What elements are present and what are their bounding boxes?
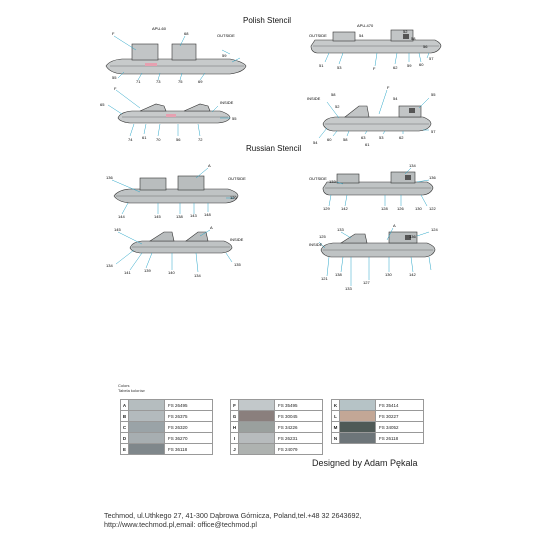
pylon-body bbox=[106, 59, 246, 74]
footer-web-email: http://www.techmod.pl,email: office@techmod.pl bbox=[104, 519, 257, 529]
color-swatch bbox=[239, 411, 275, 422]
polish-apu470-outside-drawing bbox=[305, 22, 445, 84]
fs-code: FS 30227 bbox=[376, 411, 424, 422]
russian-outside-drawing-2 bbox=[305, 160, 445, 224]
russian-stencil-title: Russian Stencil bbox=[246, 144, 302, 153]
callout-label: 54 bbox=[393, 96, 398, 101]
callout-label: 73 bbox=[156, 79, 161, 84]
callout-label: 62 bbox=[399, 135, 404, 140]
apu60-label: APU-60 bbox=[152, 26, 167, 31]
callout-label: 139 bbox=[144, 268, 151, 273]
inside-label: INSIDE bbox=[309, 242, 323, 247]
callout-label: 124 bbox=[431, 227, 438, 232]
fs-code: FS 24079 bbox=[275, 444, 323, 455]
color-swatch bbox=[340, 422, 376, 433]
callout-label: 145 bbox=[114, 227, 121, 232]
color-row bbox=[121, 411, 213, 422]
color-swatch bbox=[129, 422, 165, 433]
fs-code: FS 35495 bbox=[275, 400, 323, 411]
callout-label: 134 bbox=[106, 263, 113, 268]
callout-label: 145 bbox=[154, 214, 161, 219]
outside-label: OUTSIDE bbox=[309, 176, 327, 181]
callout-label: 60 bbox=[327, 137, 332, 142]
callout-label: 133 bbox=[345, 286, 352, 291]
color-row bbox=[332, 433, 424, 444]
color-swatch bbox=[340, 400, 376, 411]
color-letter: A bbox=[121, 400, 129, 411]
callout-label: 55 bbox=[431, 92, 436, 97]
fs-code: FS 26495 bbox=[165, 400, 213, 411]
polish-apu60-outside-drawing bbox=[100, 22, 250, 84]
callout-label: 127 bbox=[363, 280, 370, 285]
footer-address: Techmod, ul.Uthkego 27, 41-300 Dąbrowa Górnicza, Poland,tel.+48 32 2643692, bbox=[104, 511, 362, 520]
footer-contact bbox=[104, 512, 362, 529]
outside-label: OUTSIDE bbox=[309, 33, 327, 38]
callout-label: 125 bbox=[319, 234, 326, 239]
callout-label: 54 bbox=[359, 33, 364, 38]
callout-label: 71 bbox=[136, 79, 141, 84]
callout-label: 134 bbox=[194, 273, 201, 278]
fs-code: FS 36270 bbox=[165, 433, 213, 444]
color-letter: E bbox=[121, 444, 129, 455]
fs-code: FS 30045 bbox=[275, 411, 323, 422]
callout-label: 63 bbox=[361, 135, 366, 140]
callout-label: 61 bbox=[142, 135, 147, 140]
color-row bbox=[332, 422, 424, 433]
color-letter: H bbox=[231, 422, 239, 433]
pylon-fin-rear bbox=[172, 44, 196, 60]
callout-label: 60 bbox=[419, 62, 424, 67]
callout-label: 55 bbox=[112, 75, 117, 80]
callout-label: 53 bbox=[337, 65, 342, 70]
callout-label: 69 bbox=[198, 79, 203, 84]
color-letter: C bbox=[121, 422, 129, 433]
color-row bbox=[121, 422, 213, 433]
callout-label: 138 bbox=[176, 214, 183, 219]
callout-label: 142 bbox=[341, 206, 348, 211]
color-swatch bbox=[340, 433, 376, 444]
callout-label: F bbox=[387, 85, 390, 90]
color-row bbox=[231, 400, 323, 411]
russian-inside-drawing-1 bbox=[100, 222, 250, 286]
color-swatch bbox=[129, 411, 165, 422]
color-row bbox=[231, 444, 323, 455]
callout-label: F bbox=[112, 31, 115, 36]
fs-code: FS 26375 bbox=[165, 411, 213, 422]
color-letter: M bbox=[332, 422, 340, 433]
fs-code: FS 34226 bbox=[275, 422, 323, 433]
color-table-col3 bbox=[331, 399, 424, 444]
callout-label: 122 bbox=[429, 206, 436, 211]
color-letter: L bbox=[332, 411, 340, 422]
color-row bbox=[231, 411, 323, 422]
color-letter: I bbox=[231, 433, 239, 444]
fs-code: FS 36118 bbox=[165, 444, 213, 455]
color-row bbox=[332, 411, 424, 422]
callout-label: 72 bbox=[198, 137, 203, 142]
callout-label: 70 bbox=[156, 137, 161, 142]
color-swatch bbox=[239, 422, 275, 433]
color-row bbox=[121, 433, 213, 444]
color-swatch bbox=[340, 411, 376, 422]
callout-label: 51 bbox=[319, 63, 324, 68]
callout-label: 59 bbox=[222, 53, 227, 58]
outside-label: OUTSIDE bbox=[217, 33, 235, 38]
callout-label: 136 bbox=[409, 234, 416, 239]
polish-stencil-title: Polish Stencil bbox=[243, 16, 292, 25]
callout-label: 144 bbox=[118, 214, 125, 219]
color-letter: J bbox=[231, 444, 239, 455]
callout-label: 58 bbox=[331, 92, 336, 97]
color-row bbox=[121, 444, 213, 455]
callout-label: 57 bbox=[429, 56, 434, 61]
callout-label: F bbox=[373, 66, 376, 71]
callout-label: 133 bbox=[337, 227, 344, 232]
callout-label: 130 bbox=[415, 206, 422, 211]
callout-label: A bbox=[208, 163, 211, 168]
callout-label: 141 bbox=[124, 270, 131, 275]
color-table-col2 bbox=[230, 399, 323, 455]
callout-label: 59 bbox=[407, 63, 412, 68]
color-letter: D bbox=[121, 433, 129, 444]
color-swatch bbox=[239, 433, 275, 444]
callout-label: 133 bbox=[329, 179, 336, 184]
callout-label: 148 bbox=[204, 212, 211, 217]
callout-label: 138 bbox=[335, 272, 342, 277]
callout-label: 134 bbox=[409, 163, 416, 168]
callout-label: 130 bbox=[385, 272, 392, 277]
callout-label: 128 bbox=[381, 206, 388, 211]
pylon-fin-front bbox=[132, 44, 158, 60]
callout-label: 135 bbox=[234, 262, 241, 267]
callout-label: 57 bbox=[431, 129, 436, 134]
color-swatch bbox=[239, 400, 275, 411]
color-swatch bbox=[129, 400, 165, 411]
fs-code: FS 26231 bbox=[275, 433, 323, 444]
designer-credit: Designed by Adam Pękala bbox=[312, 458, 418, 468]
inside-label: INSIDE bbox=[230, 237, 244, 242]
callout-label: 61 bbox=[365, 142, 370, 147]
polish-apu470-inside-drawing bbox=[305, 84, 445, 150]
color-letter: N bbox=[332, 433, 340, 444]
callout-label: 52 bbox=[403, 29, 408, 34]
callout-label: 75 bbox=[178, 79, 183, 84]
callout-label: A bbox=[393, 223, 396, 228]
color-legend-title bbox=[118, 383, 145, 393]
callout-label: 58 bbox=[411, 36, 416, 41]
color-swatch bbox=[129, 444, 165, 455]
russian-inside-drawing-2 bbox=[305, 222, 445, 296]
legend-title: Colors bbox=[118, 383, 130, 388]
callout-label: 53 bbox=[379, 135, 384, 140]
callout-label: 129 bbox=[323, 206, 330, 211]
polish-apu60-inside-drawing bbox=[100, 84, 250, 146]
color-row bbox=[231, 422, 323, 433]
callout-label: F bbox=[114, 86, 117, 91]
color-row bbox=[121, 400, 213, 411]
color-letter: B bbox=[121, 411, 129, 422]
callout-label: 54 bbox=[313, 140, 318, 145]
apu470-label: APU-470 bbox=[357, 23, 374, 28]
callout-label: 121 bbox=[321, 276, 328, 281]
russian-outside-drawing-1 bbox=[100, 158, 250, 224]
color-letter: G bbox=[231, 411, 239, 422]
callout-label: A bbox=[210, 225, 213, 230]
inside-label: INSIDE bbox=[220, 100, 234, 105]
callout-label: 120 bbox=[230, 195, 237, 200]
fs-code: FS 26118 bbox=[376, 433, 424, 444]
legend-subtitle: Tabela kolorów bbox=[118, 388, 145, 393]
callout-label: 65 bbox=[100, 102, 105, 107]
callout-label: 140 bbox=[168, 270, 175, 275]
callout-label: 56 bbox=[423, 44, 428, 49]
color-letter: F bbox=[231, 400, 239, 411]
callout-label: 142 bbox=[409, 272, 416, 277]
color-table-col1 bbox=[120, 399, 213, 455]
callout-label: 136 bbox=[429, 175, 436, 180]
color-swatch bbox=[129, 433, 165, 444]
callout-label: 55 bbox=[232, 116, 237, 121]
fs-code: FS 35414 bbox=[376, 400, 424, 411]
color-swatch bbox=[239, 444, 275, 455]
outside-label: OUTSIDE bbox=[228, 176, 246, 181]
fs-code: FS 26320 bbox=[165, 422, 213, 433]
callout-label: 143 bbox=[190, 213, 197, 218]
callout-label: 74 bbox=[128, 137, 133, 142]
inside-label: INSIDE bbox=[307, 96, 321, 101]
callout-label: 52 bbox=[335, 104, 340, 109]
callout-label: 126 bbox=[397, 206, 404, 211]
callout-label: 68 bbox=[184, 31, 189, 36]
color-letter: K bbox=[332, 400, 340, 411]
color-row bbox=[231, 433, 323, 444]
red-stencil-mark bbox=[145, 63, 157, 66]
color-row bbox=[332, 400, 424, 411]
callout-label: 136 bbox=[106, 175, 113, 180]
callout-label: 58 bbox=[343, 137, 348, 142]
callout-label: 62 bbox=[393, 65, 398, 70]
callout-label: 56 bbox=[176, 137, 181, 142]
fs-code: FS 34052 bbox=[376, 422, 424, 433]
